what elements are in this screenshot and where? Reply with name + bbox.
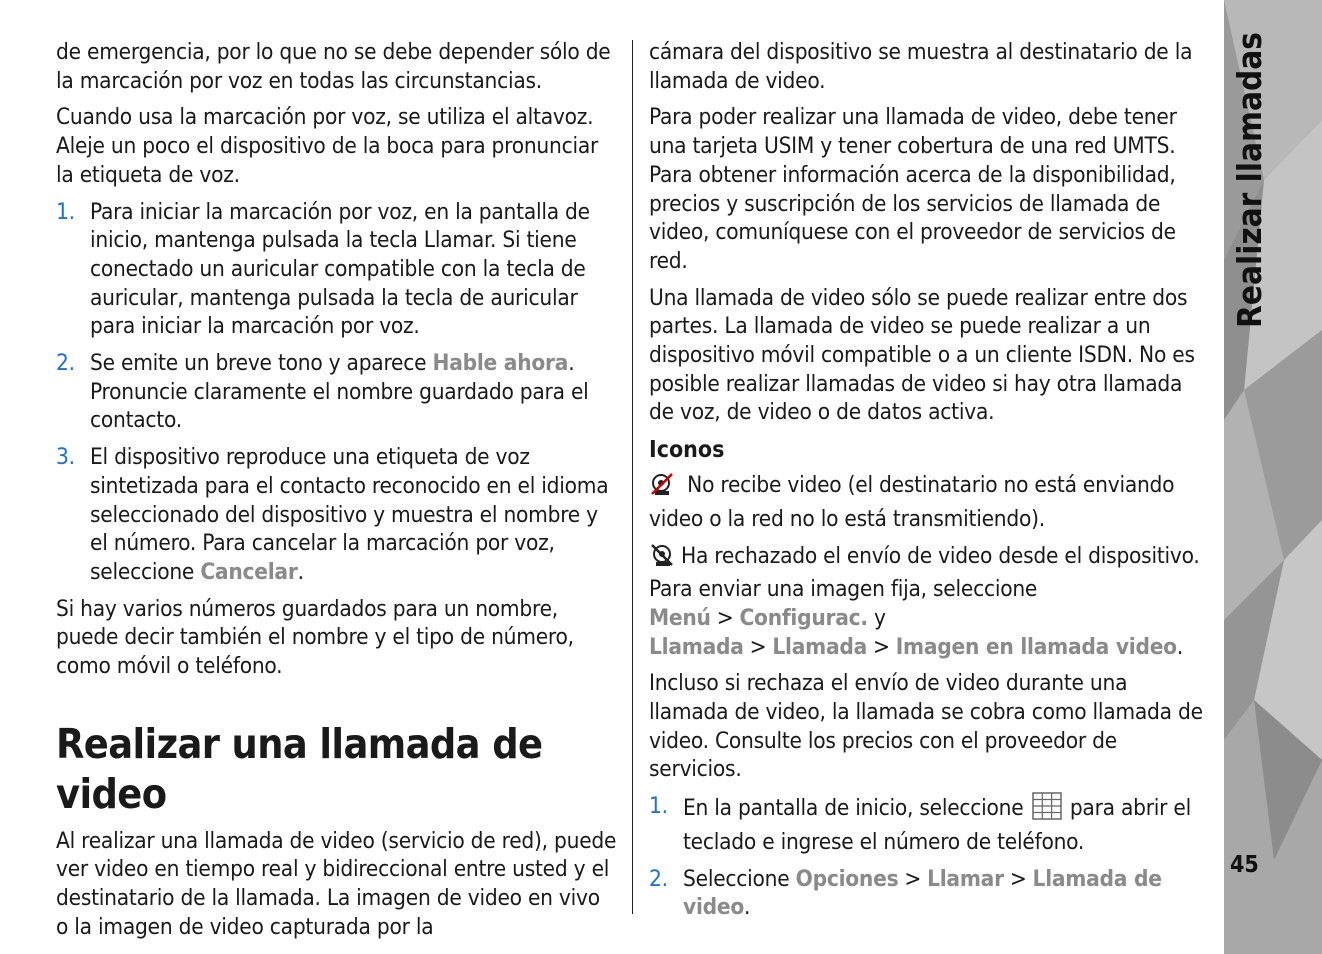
list-item	[56, 349, 618, 435]
path-separator: >	[873, 633, 890, 660]
video-call-steps	[649, 792, 1211, 922]
step-text: En la pantalla de inicio, seleccione	[683, 795, 1030, 822]
list-number: 1.	[56, 198, 75, 225]
paragraph: cámara del dispositivo se muestra al destinatario de la llamada de video.	[649, 39, 1193, 94]
ui-label-llamada-de-video: Llamada de video	[683, 865, 1162, 921]
paragraph: de emergencia, por lo que no se debe depender sólo de la marcación por voz en todas las circunstancias.	[56, 39, 611, 94]
list-item	[649, 865, 1211, 922]
path-separator: >	[904, 865, 922, 892]
list-item	[56, 198, 618, 342]
keypad-icon	[1032, 792, 1062, 828]
period: .	[744, 894, 751, 921]
step-text: para abrir el teclado e ingrese el número de teléfono.	[683, 795, 1192, 855]
list-number: 3.	[56, 444, 75, 471]
ui-label-llamada: Llamada	[772, 633, 867, 660]
ui-label-imagen-en-llamada-video: Imagen en llamada video	[895, 633, 1177, 660]
paragraph: Para poder realizar una llamada de video, debe tener una tarjeta USIM y tener cobertura de una red UMTS. Para obtener información acerca de la disponibilidad, precios y suscripción de los servicios de llamada de video, comuníquese con el proveedor de servicios de red.	[649, 104, 1177, 274]
ui-label-opciones: Opciones	[795, 865, 899, 892]
paragraph: Una llamada de video sólo se puede realizar entre dos partes. La llamada de video se puede realizar a un dispositivo móvil compatible o a un cliente ISDN. No es posible realizar llamadas de video si hay otra llamada de voz, de video o de datos activa.	[649, 284, 1195, 426]
icon-text: No recibe video (el destinatario no está enviando video o la red no lo está transmitiendo).	[649, 472, 1175, 532]
step-text: . Pronuncie claramente el nombre guardado para el contacto.	[90, 350, 589, 434]
ui-label-llamada: Llamada	[649, 633, 744, 660]
left-column	[56, 38, 618, 950]
icon-text: Ha rechazado el envío de video desde el dispositivo. Para enviar una imagen fija, seleccione	[649, 542, 1200, 603]
list-item	[649, 792, 1211, 856]
list-item	[56, 443, 618, 587]
paragraph: Al realizar una llamada de video (servicio de red), puede ver video en tiempo real y bidireccional entre usted y el destinatario de la llamada. La imagen de video en vivo o la imagen de video capturada por la	[56, 827, 617, 940]
path-separator: >	[716, 604, 734, 631]
paragraph: Cuando usa la marcación por voz, se utiliza el altavoz. Aleje un poco el dispositivo de la boca para pronunciar la etiqueta de voz.	[56, 104, 599, 188]
voice-dial-steps	[56, 198, 618, 587]
step-text: Se emite un breve tono y aparece	[90, 350, 433, 377]
ui-label-menu: Menú	[649, 604, 711, 631]
ui-label-llamar: Llamar	[927, 865, 1004, 892]
ui-label-configurac: Configurac.	[739, 604, 868, 631]
period: .	[1176, 633, 1184, 660]
section-title-vertical: Realizar llamadas	[1230, 32, 1269, 328]
video-rejected-icon	[649, 542, 675, 576]
step-text: Seleccione	[683, 865, 796, 892]
list-number: 2.	[649, 865, 668, 892]
icons-heading: Iconos	[649, 437, 725, 464]
step-text: .	[297, 558, 304, 585]
right-column	[649, 38, 1211, 930]
page-number: 45	[1230, 852, 1259, 878]
icon-description	[649, 471, 1211, 533]
column-divider	[632, 40, 633, 914]
list-number: 2.	[56, 350, 75, 377]
section-heading: Realizar una llamada de video	[56, 719, 543, 818]
step-text: Para iniciar la marcación por voz, en la pantalla de inicio, mantenga pulsada la tecla Llamar. Si tiene conectado un auricular compatible con la tecla de auricular, mantenga pulsada la tecla de auricular para iniciar la marcación por voz.	[90, 198, 590, 340]
conjunction: y	[867, 604, 886, 631]
paragraph: Incluso si rechaza el envío de video durante una llamada de video, la llamada se cobra como llamada de video. Consulte los precios con el proveedor de servicios.	[649, 670, 1203, 783]
icon-description	[649, 542, 1211, 662]
ui-label-hable-ahora: Hable ahora	[432, 350, 569, 377]
paragraph: Si hay varios números guardados para un nombre, puede decir también el nombre y el tipo de número, como móvil o teléfono.	[56, 595, 574, 680]
ui-label-cancelar: Cancelar	[200, 558, 298, 585]
step-text: El dispositivo reproduce una etiqueta de voz sintetizada para el contacto reconocido en el idioma seleccionado del dispositivo y muestra el nombre y el número. Para cancelar la marcación por voz, seleccione	[90, 444, 609, 585]
list-number: 1.	[649, 793, 668, 820]
path-separator: >	[749, 633, 767, 660]
no-video-icon	[649, 471, 675, 505]
path-separator: >	[1009, 865, 1027, 892]
